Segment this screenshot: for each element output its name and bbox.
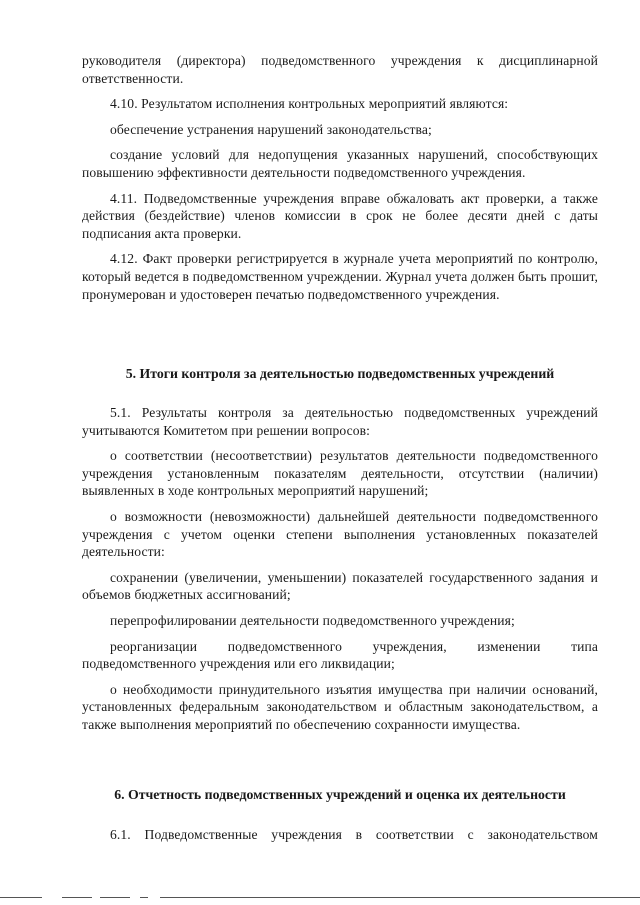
paragraph-preservation: сохранении (увеличении, уменьшении) показателей государственного задания и объемов бюджетных ассигнований; (82, 569, 598, 603)
section-5-body (82, 404, 598, 742)
paragraph-4-10: 4.10. Результатом исполнения контрольных мероприятий являются: (110, 96, 509, 112)
paragraph-compliance: о соответствии (несоответствии) результатов деятельности подведомственного учреждения установленным показателям деятельности, отсутствии (наличии) выявленных в ходе контрольных мероприятий нарушений; (82, 448, 598, 499)
section-6-heading: 6. Отчетность подведомственных учреждений и оценка их деятельности (114, 787, 566, 802)
paragraph-ensure: обеспечение устранения нарушений законодательства; (110, 121, 432, 137)
paragraph-create-conditions: создание условий для недопущения указанных нарушений, способствующих повышению эффективности деятельности подведомственного учреждения. (82, 147, 598, 180)
paragraph-seizure: о необходимости принудительного изъятия имущества при наличии оснований, установленных федеральным законодательством и областным законодательством, а также выполнения мероприятий по обеспечению сохранности имущества. (82, 681, 598, 732)
paragraph-reprofiling: перепрофилировании деятельности подведомственного учреждения; (110, 612, 515, 628)
section-5-heading: 5. Итоги контроля за деятельностью подведомственных учреждений (125, 366, 555, 381)
page-bottom-edge (0, 897, 640, 899)
paragraph-disciplinary: руководителя (директора) подведомственного учреждения к дисциплинарной ответственности. (82, 53, 598, 86)
paragraph-4-11: 4.11. Подведомственные учреждения вправе обжаловать акт проверки, а также действия (бездействие) членов комиссии в срок не более десяти дней с даты подписания акта проверки. (82, 190, 598, 241)
paragraph-4-12: 4.12. Факт проверки регистрируется в журнале учета мероприятий по контролю, который ведется в подведомственном учреждении. Журнал учета должен быть прошит, пронумерован и удостоверен печатью подведомственного учреждения. (82, 251, 598, 302)
paragraph-possibility: о возможности (невозможности) дальнейшей деятельности подведомственного учреждения с учетом оценки степени выполнения установленных показателей деятельности: (82, 508, 598, 560)
document-body (82, 52, 598, 311)
paragraph-reorganization: реорганизации подведомственного учреждения, изменении типа подведомственного учреждения или его ликвидации; (82, 638, 598, 672)
paragraph-5-1: 5.1. Результаты контроля за деятельностью подведомственных учреждений учитываются Комитетом при решении вопросов: (82, 405, 598, 438)
section-6-body (82, 826, 598, 852)
paragraph-6-1: 6.1. Подведомственные учреждения в соответствии с законодательством (110, 827, 598, 842)
